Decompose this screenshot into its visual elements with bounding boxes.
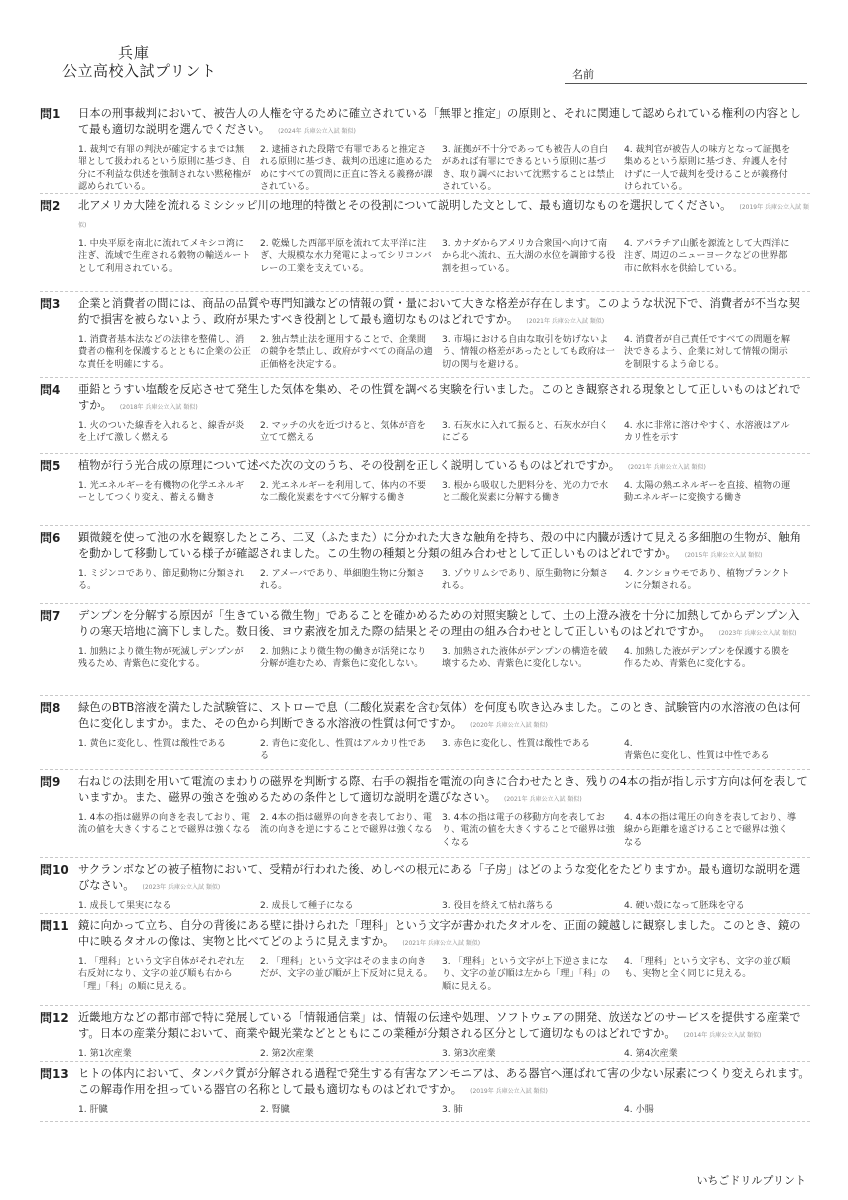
- answer-choice[interactable]: 1. 中央平原を南北に流れてメキシコ湾に注ぎ、流域で生産される穀物の輸送ルートとして利用されている。: [78, 239, 251, 274]
- answer-choice[interactable]: 4. 硬い殻になって胚珠を守る: [624, 901, 745, 911]
- choice-list: [78, 480, 810, 505]
- question-text-wrapper: [78, 458, 810, 476]
- question-number: 問5: [40, 459, 61, 473]
- question-source: (2023年 兵庫公立入試 類似): [142, 884, 221, 891]
- question-text-wrapper: [78, 774, 810, 808]
- choice-list: [78, 646, 810, 671]
- question-source: (2019年 兵庫公立入試 類似): [78, 204, 809, 229]
- answer-choice[interactable]: 4. 「理科」という文字も、文字の並び順も、実物と全く同じに見える。: [624, 957, 791, 980]
- question-block: [40, 194, 810, 292]
- question-source: (2021年 兵庫公立入試 類似): [504, 796, 582, 803]
- question-text: デンプンを分解する原因が「生きている微生物」であることを確かめるための対照実験として、土の上澄み液を十分に加熱してからデンプン入りの寒天培地に滴下しました。数日後、ヨウ素液を加えた際の結果とその理由の組み合わせとして正しいものはどれですか。: [78, 609, 800, 638]
- question-text: 亜鉛とうすい塩酸を反応させて発生した気体を集め、その性質を調べる実験を行いました。このとき観察される現象として正しいものはどれですか。: [78, 383, 801, 412]
- choice-list: [78, 420, 810, 445]
- answer-choice[interactable]: 4. 4本の指は電圧の向きを表しており、導線から距離を遠ざけることで磁界は強くなる: [624, 813, 796, 848]
- question-number: 問9: [40, 775, 61, 789]
- answer-choice[interactable]: 2. 光エネルギーを利用して、体内の不要な二酸化炭素をすべて分解する働き: [260, 481, 426, 504]
- choice-list: [78, 1048, 810, 1060]
- question-text-wrapper: [78, 918, 810, 952]
- answer-choice[interactable]: 3. 4本の指は電子の移動方向を表しており、電流の値を大きくすることで磁界は強くなる: [442, 813, 615, 848]
- question-text: 右ねじの法則を用いて電流のまわりの磁界を判断する際、右手の親指を電流の向きに合わせたとき、残りの4本の指が指し示す方向は何を表していますか。また、磁界の強さを強めるための条件として適切な説明を選びなさい。: [78, 775, 808, 804]
- question-source: (2014年 兵庫公立入試 類似): [683, 1032, 762, 1039]
- question-source: (2018年 兵庫公立入試 類似): [119, 404, 198, 411]
- question-text: ヒトの体内において、タンパク質が分解される過程で発生する有害なアンモニアは、ある器官へ運ばれて害の少ない尿素につくり変えられます。この解毒作用を担っている器官の名称として最も適切なものはどれですか。: [78, 1067, 810, 1096]
- worksheet-header: [0, 0, 848, 100]
- answer-choice[interactable]: 2. 成長して種子になる: [260, 901, 354, 911]
- question-number: 問13: [40, 1067, 69, 1081]
- question-number: 問3: [40, 297, 61, 311]
- question-source: (2015年 兵庫公立入試 類似): [684, 552, 763, 559]
- answer-choice[interactable]: 3. 石灰水に入れて振ると、石灰水が白くにごる: [442, 421, 609, 444]
- question-source: (2021年 兵庫公立入試 類似): [526, 318, 605, 325]
- question-text-wrapper: [78, 700, 810, 734]
- question-number: 問12: [40, 1011, 69, 1025]
- name-label: 名前: [572, 68, 594, 81]
- question-text: 顕微鏡を使って池の水を観察したところ、二叉（ふたまた）に分かれた大きな触角を持ち、殻の中に内臓が透けて見える多細胞の生物が、触角を動かして移動している様子が確認されました。この生物の種類と分類の組み合わせとして正しいものはどれですか。: [78, 531, 802, 560]
- answer-choice[interactable]: 4. 加熱した液がデンプンを保護する膜を作るため、青紫色に変化する。: [624, 647, 790, 670]
- question-text-wrapper: [78, 530, 810, 564]
- answer-choice[interactable]: 3. ゾウリムシであり、原生動物に分類される。: [442, 569, 609, 592]
- answer-choice[interactable]: 3. 赤色に変化し、性質は酸性である: [442, 739, 590, 749]
- answer-choice[interactable]: 1. 光エネルギーを有機物の化学エネルギーとしてつくり変え、蓄える働き: [78, 481, 245, 504]
- question-text: 近畿地方などの都市部で特に発展している「情報通信業」は、情報の伝達や処理、ソフトウェアの開発、放送などのサービスを提供する産業です。日本の産業分類において、商業や観光業などとともにこの業種が分類される区分として適切なものはどれですか。: [78, 1011, 801, 1040]
- question-number: 問8: [40, 701, 61, 715]
- answer-choice[interactable]: 1. 裁判で有罪の判決が確定するまでは無罪として扱われるという原則に基づき、自分に不利益な供述を強制されない黙秘権が認められている。: [78, 145, 251, 193]
- question-source: (2021年 兵庫公立入試 類似): [628, 464, 706, 471]
- question-text-wrapper: [78, 862, 810, 896]
- choice-list: [78, 812, 810, 849]
- choice-list: [78, 956, 810, 993]
- question-text-wrapper: [78, 198, 810, 234]
- question-text: 緑色のBTB溶液を満たした試験管に、ストローで息（二酸化炭素を含む気体）を何度も吹き込みました。このとき、試験管内の水溶液の色は何色に変化しますか。また、その色から判断できる水溶液の性質は何ですか。: [78, 701, 801, 730]
- answer-choice[interactable]: 4. 青紫色に変化し、性質は中性である: [624, 739, 770, 762]
- prefecture-title: 兵庫: [118, 44, 151, 62]
- question-block: [40, 1006, 810, 1062]
- question-source: (2021年 兵庫公立入試 類似): [402, 940, 481, 947]
- answer-choice[interactable]: 4. 小腸: [624, 1105, 654, 1115]
- choice-list: [78, 900, 810, 912]
- answer-choice[interactable]: 1. 黄色に変化し、性質は酸性である: [78, 739, 226, 749]
- question-block: [40, 526, 810, 604]
- name-field[interactable]: [565, 83, 807, 84]
- question-block: [40, 454, 810, 526]
- question-source: (2020年 兵庫公立入試 類似): [470, 722, 548, 729]
- question-text-wrapper: [78, 1066, 810, 1100]
- answer-choice[interactable]: 4. 消費者が自己責任ですべての問題を解決できるよう、企業に対して情報の開示を制限するよう命じる。: [624, 335, 790, 370]
- question-number: 問7: [40, 609, 61, 623]
- answer-choice[interactable]: 4. 太陽の熱エネルギーを直接、植物の運動エネルギーに変換する働き: [624, 481, 791, 504]
- question-number: 問2: [40, 199, 61, 213]
- question-block: [40, 292, 810, 378]
- answer-choice[interactable]: 2. 加熱により微生物の働きが活発になり分解が進むため、青紫色に変化しない。: [260, 647, 427, 670]
- question-source: (2024年 兵庫公立入試 類似): [278, 128, 356, 135]
- worksheet-title: 公立高校入試プリント: [62, 62, 217, 80]
- question-text: 企業と消費者の間には、商品の品質や専門知識などの情報の質・量において大きな格差が存在します。このような状況下で、消費者が不当な契約で損害を被らないよう、政府が果たすべき役割として最も適切なものはどれですか。: [78, 297, 800, 326]
- answer-choice[interactable]: 2. 独占禁止法を運用することで、企業間の競争を禁止し、政府がすべての商品の適正価格を決定する。: [260, 335, 433, 370]
- question-text-wrapper: [78, 106, 810, 140]
- question-number: 問1: [40, 107, 61, 121]
- question-text: 日本の刑事裁判において、被告人の人権を守るために確立されている「無罪と推定」の原則と、それに関連して認められている権利の内容として最も適切な説明を選んでください。: [78, 107, 801, 136]
- question-block: [40, 1062, 810, 1122]
- answer-choice[interactable]: 3. 根から吸収した肥料分を、光の力で水と二酸化炭素に分解する働き: [442, 481, 609, 504]
- answer-choice[interactable]: 3. 市場における自由な取引を妨げないよう、情報の格差があったとしても政府は一切の関与を避ける。: [442, 335, 615, 370]
- answer-choice[interactable]: 2. 「理科」という文字はそのままの向きだが、文字の並び順が上下反対に見える。: [260, 957, 433, 980]
- answer-choice[interactable]: 2. 逮捕された段階で有罪であると推定される原則に基づき、裁判の迅速に進めるためにすべての質問に正直に答える義務が課されている。: [260, 145, 433, 193]
- answer-choice[interactable]: 3. 加熱された液体がデンプンの構造を破壊するため、青紫色に変化しない。: [442, 647, 608, 670]
- choice-list: [78, 1104, 810, 1116]
- answer-choice[interactable]: 1. 4本の指は磁界の向きを表しており、電流の値を大きくすることで磁界は強くなる: [78, 813, 251, 836]
- question-block: [40, 770, 810, 858]
- answer-choice[interactable]: 2. 第2次産業: [260, 1049, 314, 1059]
- answer-choice[interactable]: 3. カナダからアメリカ合衆国へ向けて南から北へ流れ、五大湖の水位を調節する役割を担っている。: [442, 239, 616, 274]
- choice-list: [78, 568, 810, 593]
- question-text-wrapper: [78, 608, 810, 642]
- answer-choice[interactable]: 4. アパラチア山脈を源流として大西洋に注ぎ、周辺のニューヨークなどの世界都市に飲料水を供給している。: [624, 239, 790, 274]
- question-text-wrapper: [78, 1010, 810, 1044]
- choice-list: [78, 738, 810, 763]
- footer-brand: いちごドリルプリント: [696, 1174, 806, 1187]
- answer-choice[interactable]: 4. 第4次産業: [624, 1049, 678, 1059]
- answer-choice[interactable]: 1. 第1次産業: [78, 1049, 132, 1059]
- answer-choice[interactable]: 2. マッチの火を近づけると、気体が音を立てて燃える: [260, 421, 426, 444]
- answer-choice[interactable]: 1. 加熱により微生物が死滅しデンプンが残るため、青紫色に変化する。: [78, 647, 244, 670]
- answer-choice[interactable]: 1. ミジンコであり、節足動物に分類される。: [78, 569, 244, 592]
- question-block: [40, 604, 810, 696]
- question-text: 北アメリカ大陸を流れるミシシッピ川の地理的特徴とその役割について説明した文として、最も適切なものを選択してください。: [78, 199, 732, 212]
- answer-choice[interactable]: 4. クンショウモであり、植物プランクトンに分類される。: [624, 569, 790, 592]
- question-text: 植物が行う光合成の原理について述べた次の文のうち、その役割を正しく説明しているものはどれですか。: [78, 459, 621, 472]
- choice-list: [78, 144, 810, 194]
- question-block: [40, 378, 810, 454]
- answer-choice[interactable]: 2. 乾燥した西部平原を流れて太平洋に注ぎ、大規模な水力発電によってシリコンバレーの工業を支えている。: [260, 239, 432, 274]
- question-block: [40, 102, 810, 194]
- answer-choice[interactable]: 4. 裁判官が被告人の味方となって証拠を集めるという原則に基づき、弁護人を付けずに一人で裁判を受けることが義務付けられている。: [624, 145, 791, 193]
- question-block: [40, 696, 810, 770]
- choice-list: [78, 238, 810, 275]
- answer-choice[interactable]: 3. 「理科」という文字が上下逆さまになり、文字の並び順は左から「理」「科」の順に見える。: [442, 957, 611, 992]
- answer-choice[interactable]: 3. 肺: [442, 1105, 463, 1115]
- answer-choice[interactable]: 4. 水に非常に溶けやすく、水溶液はアルカリ性を示す: [624, 421, 790, 444]
- answer-choice[interactable]: 1. 火のついた線香を入れると、線香が炎を上げて激しく燃える: [78, 421, 245, 444]
- question-number: 問11: [40, 919, 69, 933]
- answer-choice[interactable]: 1. 消費者基本法などの法律を整備し、消費者の権利を保護するとともに企業の公正な責任を明確にする。: [78, 335, 251, 370]
- choice-list: [78, 334, 810, 371]
- answer-choice[interactable]: 3. 証拠が不十分であっても被告人の自白があれば有罪にできるという原則に基づき、取り調べにおいて沈黙することは禁止されている。: [442, 145, 615, 193]
- answer-choice[interactable]: 3. 第3次産業: [442, 1049, 496, 1059]
- question-block: [40, 858, 810, 914]
- question-text: サクランボなどの被子植物において、受精が行われた後、めしべの根元にある「子房」はどのような変化をたどりますか。最も適切な説明を選びなさい。: [78, 863, 801, 892]
- question-block: [40, 914, 810, 1006]
- answer-choice[interactable]: 3. 役目を終えて枯れ落ちる: [442, 901, 554, 911]
- answer-choice[interactable]: 1. 「理科」という文字自体がそれぞれ左右反対になり、文字の並び順も右から「理」「科」の順に見える。: [78, 957, 245, 992]
- question-source: (2019年 兵庫公立入試 類似): [470, 1088, 548, 1095]
- question-text-wrapper: [78, 296, 810, 330]
- question-number: 問10: [40, 863, 69, 877]
- answer-choice[interactable]: 2. 青色に変化し、性質はアルカリ性である: [260, 739, 426, 762]
- question-number: 問6: [40, 531, 61, 545]
- answer-choice[interactable]: 1. 成長して果実になる: [78, 901, 172, 911]
- answer-choice[interactable]: 2. アメーバであり、単細胞生物に分類される。: [260, 569, 425, 592]
- question-source: (2023年 兵庫公立入試 類似): [718, 630, 797, 637]
- question-number: 問4: [40, 383, 61, 397]
- question-list: [40, 102, 810, 1122]
- question-text-wrapper: [78, 382, 810, 416]
- answer-choice[interactable]: 2. 腎臓: [260, 1105, 290, 1115]
- question-text: 鏡に向かって立ち、自分の背後にある壁に掛けられた「理科」という文字が書かれたタオルを、正面の鏡越しに観察しました。このとき、鏡の中に映るタオルの像は、実物と比べてどのように見えますか。: [78, 919, 801, 948]
- answer-choice[interactable]: 2. 4本の指は磁界の向きを表しており、電流の向きを逆にすることで磁界は強くなる: [260, 813, 433, 836]
- answer-choice[interactable]: 1. 肝臓: [78, 1105, 108, 1115]
